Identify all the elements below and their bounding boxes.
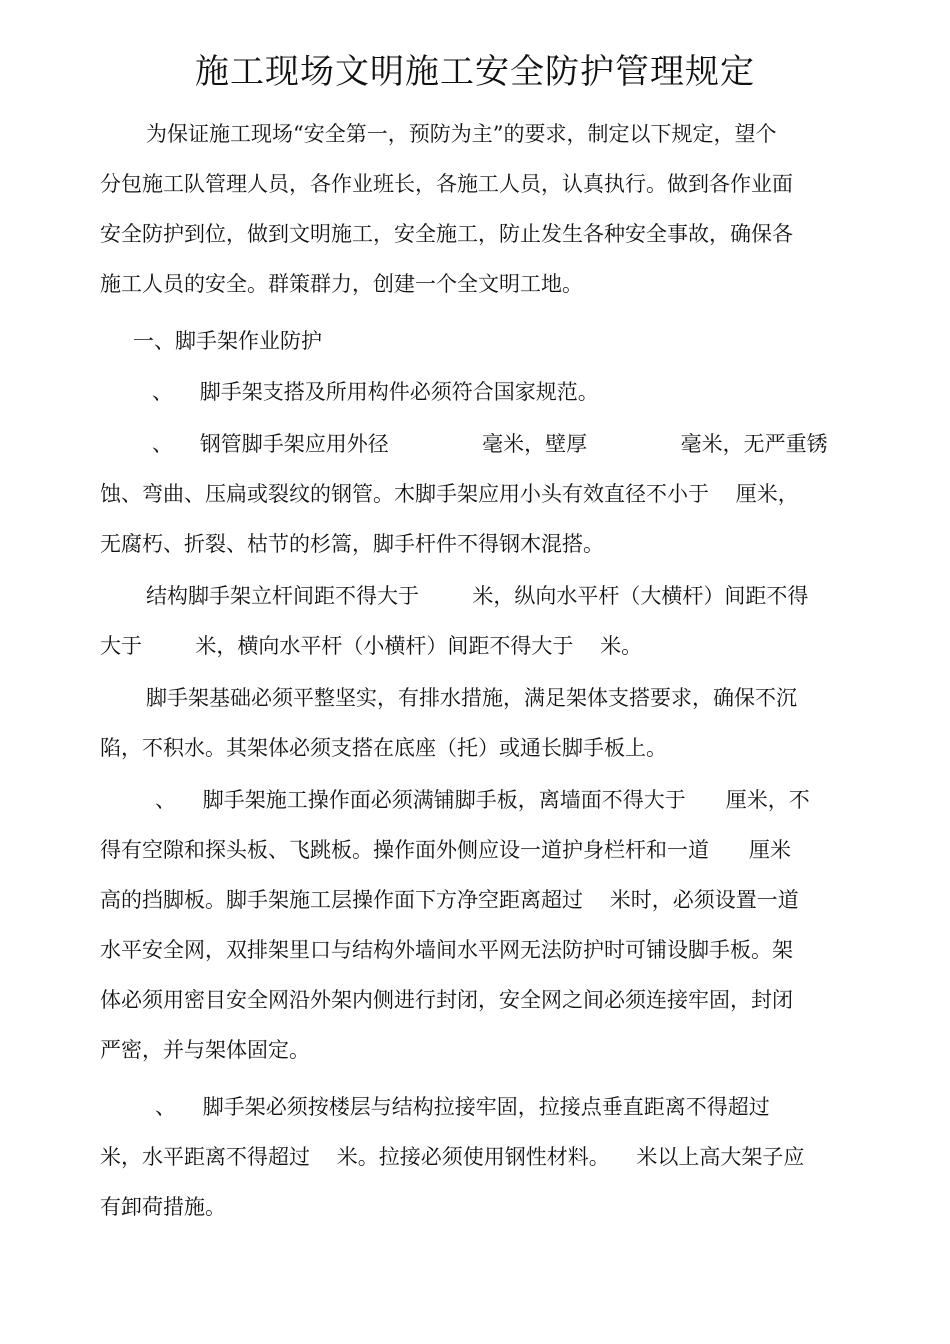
paragraph-line: 得有空隙和探头板、飞跳板。操作面外侧应设一道护身栏杆和一道 厘米 [100,838,792,862]
paragraph-line: 米，水平距离不得超过 米。拉接必须使用钢性材料。 米以上高大架子应 [100,1145,805,1169]
section-heading: 一、脚手架作业防护 [133,329,322,353]
document-title: 施工现场文明施工安全防护管理规定 [195,52,755,92]
paragraph-line: 大于 米，横向水平杆（小横杆）间距不得大于 米。 [100,634,643,658]
paragraph-line: 分包施工队管理人员，各作业班长，各施工人员，认真执行。做到各作业面 [100,172,793,196]
paragraph-line: 安全防护到位，做到文明施工，安全施工，防止发生各种安全事故，确保各 [100,222,793,246]
paragraph-line: 施工人员的安全。群策群力，创建一个全文明工地。 [100,272,583,296]
paragraph-line: 蚀、弯曲、压扁或裂纹的钢管。木脚手架应用小头有效直径不小于 厘米， [100,482,799,506]
paragraph-line: 严密，并与架体固定。 [100,1038,310,1062]
paragraph-line: 有卸荷措施。 [100,1195,226,1219]
paragraph-line: 陷，不积水。其架体必须支搭在底座（托）或通长脚手板上。 [100,736,667,760]
paragraph-line: 体必须用密目安全网沿外架内侧进行封闭，安全网之间必须连接牢固，封闭 [100,988,793,1012]
paragraph-line: 无腐朽、折裂、枯节的杉篙，脚手杆件不得钢木混搭。 [100,532,604,556]
paragraph-line: 结构脚手架立杆间距不得大于 米，纵向水平杆（大横杆）间距不得 [146,584,809,608]
list-item-line: 、 脚手架必须按楼层与结构拉接牢固，拉接点垂直距离不得超过 [155,1095,770,1119]
list-item-line: 、 钢管脚手架应用外径 毫米，壁厚 毫米，无严重锈 [152,432,828,456]
paragraph-line: 为保证施工现场“安全第一，预防为主”的要求，制定以下规定，望个 [146,122,777,146]
paragraph-line: 高的挡脚板。脚手架施工层操作面下方净空距离超过 米时，必须设置一道 [100,888,799,912]
paragraph-line: 水平安全网，双排架里口与结构外墙间水平网无法防护时可铺设脚手板。架 [100,938,793,962]
paragraph-line: 脚手架基础必须平整坚实，有排水措施，满足架体支搭要求，确保不沉 [146,686,797,710]
list-item-line: 、 脚手架施工操作面必须满铺脚手板，离墙面不得大于 厘米，不 [155,788,810,812]
list-item-line: 、 脚手架支搭及所用构件必须符合国家规范。 [152,380,599,404]
